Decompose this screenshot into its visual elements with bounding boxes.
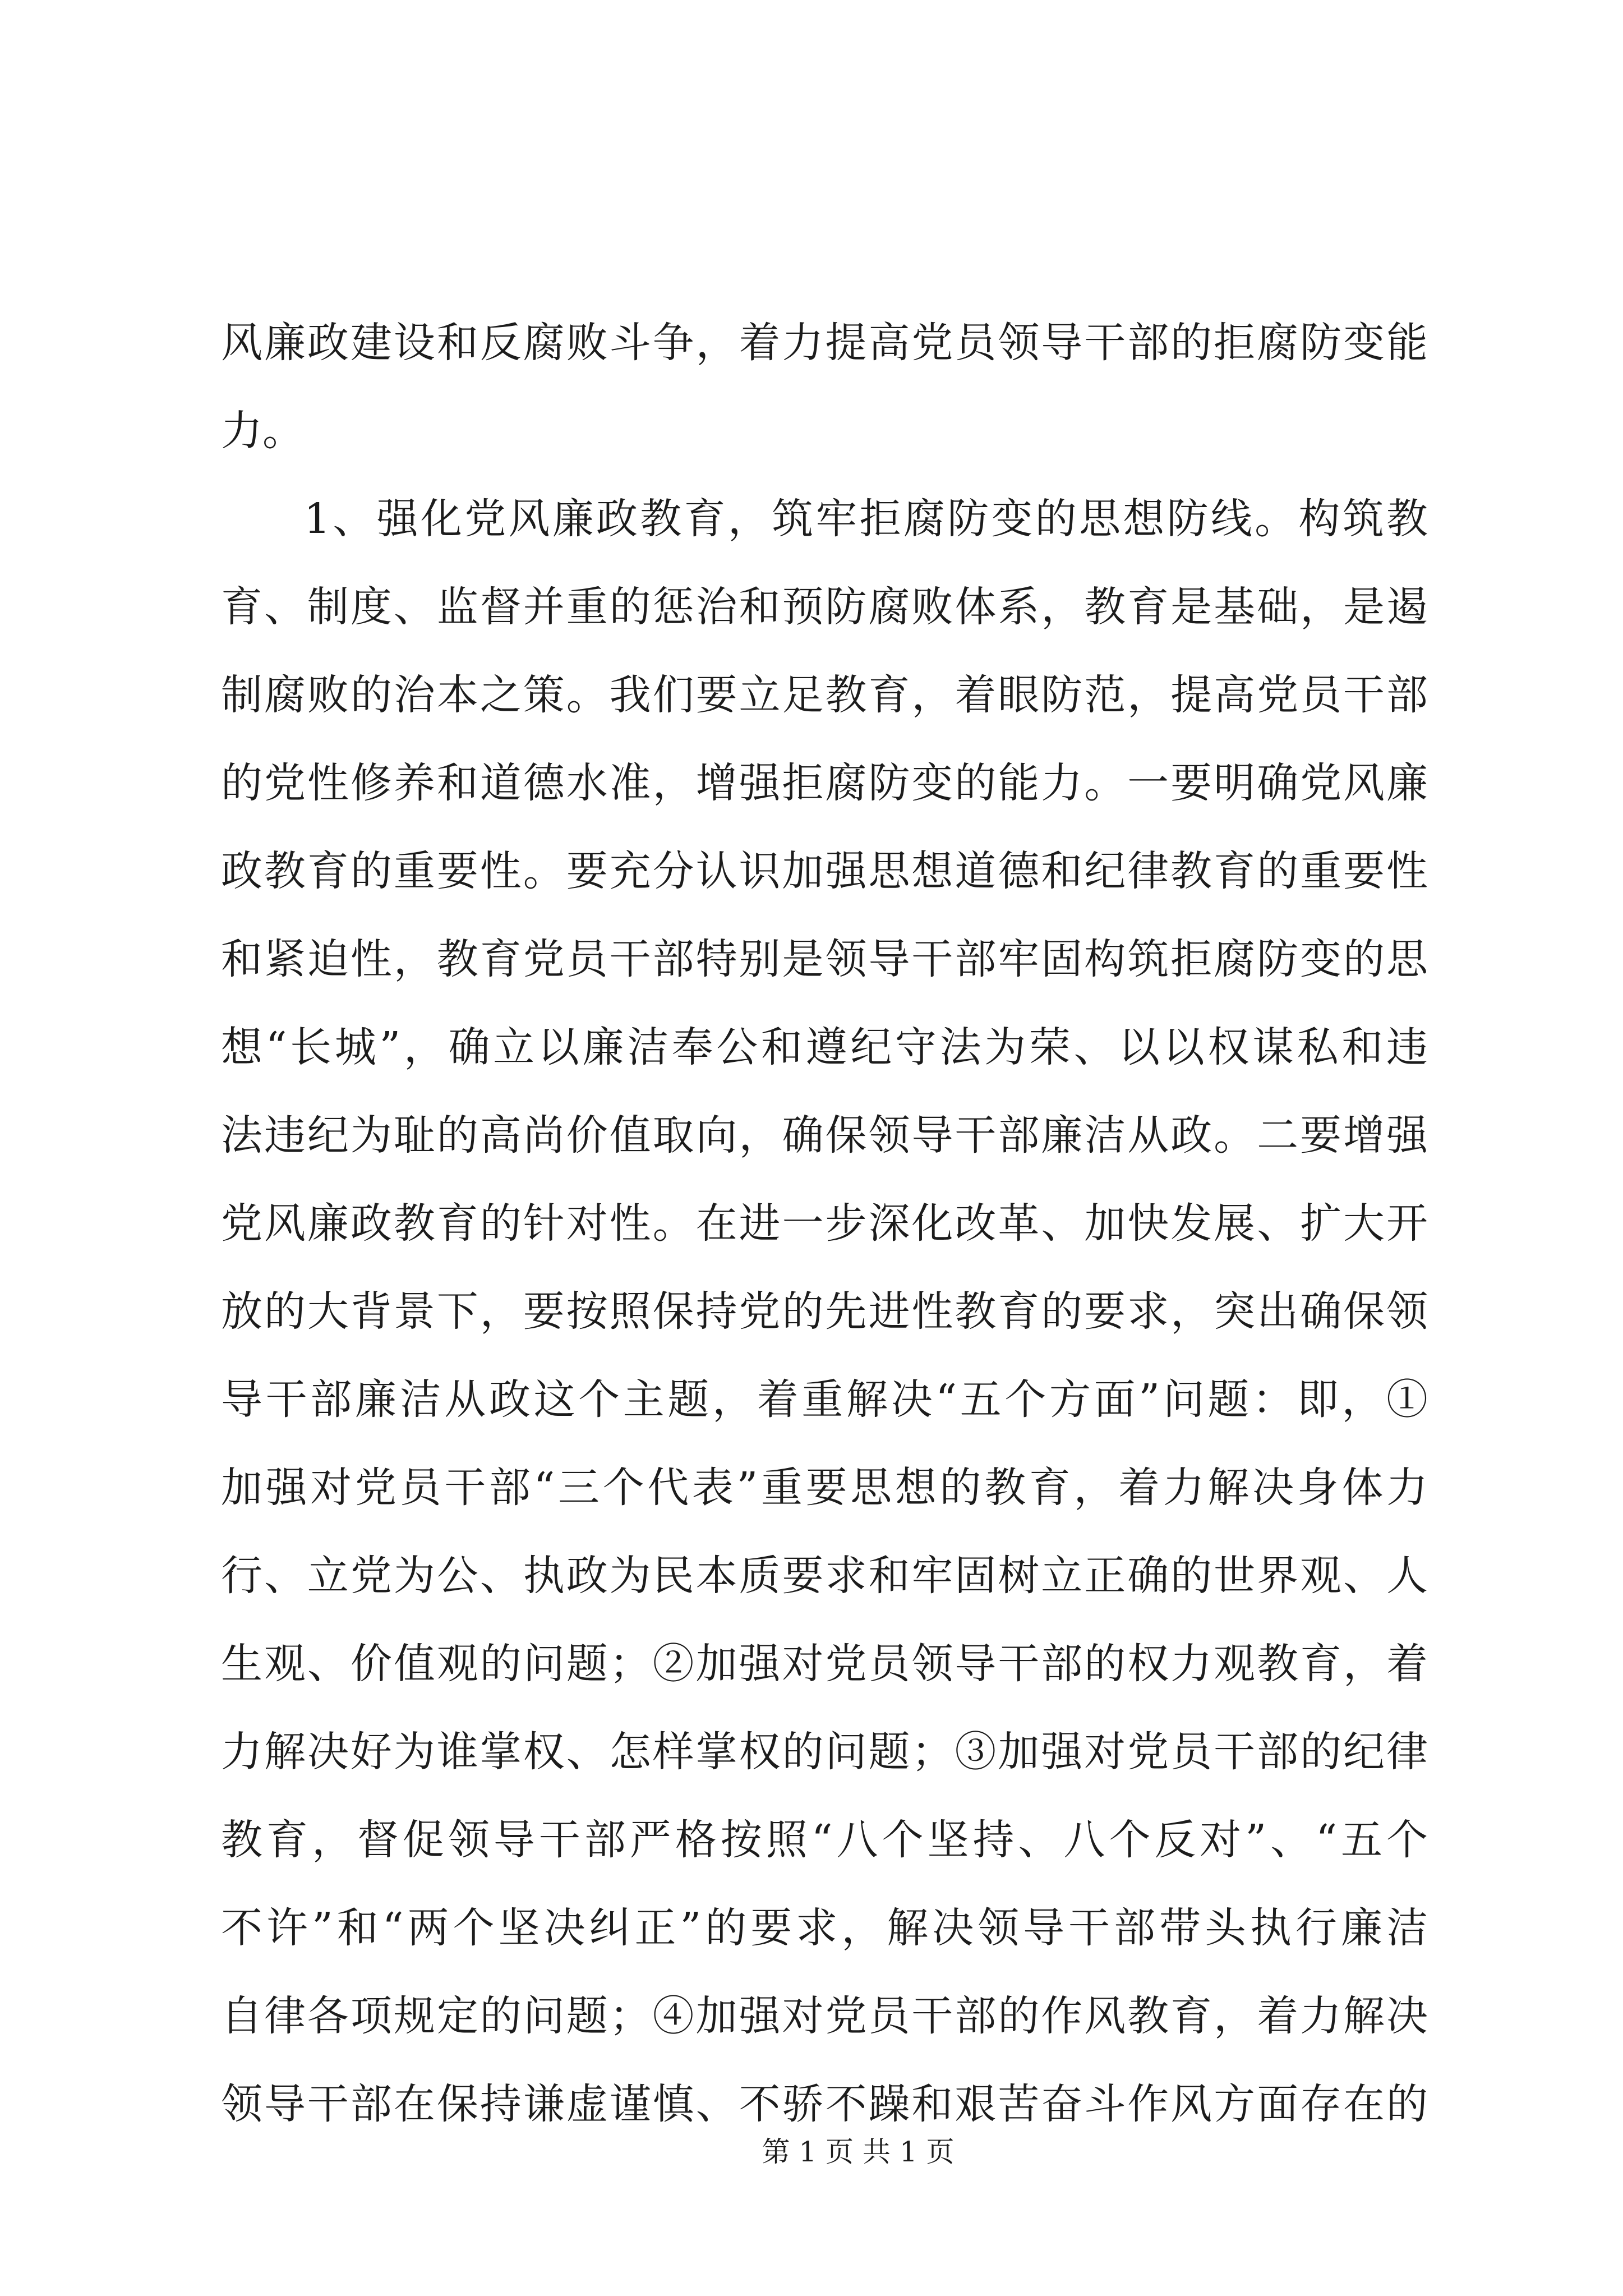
section-heading-line: 1、强化党风廉政教育，筑牢拒腐防变的思想防线。构筑教 — [304, 495, 1428, 543]
body-line: 政教育的重要性。要充分认识加强思想道德和纪律教育的重要性 — [221, 847, 1428, 895]
body-line: 想“长城”，确立以廉洁奉公和遵纪守法为荣、以以权谋私和违 — [221, 1023, 1428, 1071]
body-line: 力解决好为谁掌权、怎样掌权的问题；③加强对党员干部的纪律 — [221, 1728, 1428, 1776]
body-line: 育、制度、监督并重的惩治和预防腐败体系，教育是基础，是遏 — [221, 583, 1428, 631]
body-line: 制腐败的治本之策。我们要立足教育，着眼防范，提高党员干部 — [221, 671, 1428, 719]
body-line: 生观、价值观的问题；②加强对党员领导干部的权力观教育，着 — [221, 1640, 1428, 1688]
body-line: 行、立党为公、执政为民本质要求和牢固树立正确的世界观、人 — [221, 1552, 1428, 1600]
body-line: 自律各项规定的问题；④加强对党员干部的作风教育，着力解决 — [221, 1992, 1428, 2040]
body-line: 法违纪为耻的高尚价值取向，确保领导干部廉洁从政。二要增强 — [221, 1111, 1428, 1159]
body-line: 党风廉政教育的针对性。在进一步深化改革、加快发展、扩大开 — [221, 1199, 1428, 1248]
body-line: 放的大背景下，要按照保持党的先进性教育的要求，突出确保领 — [221, 1287, 1428, 1336]
body-line: 教育，督促领导干部严格按照“八个坚持、八个反对”、“五个 — [221, 1816, 1428, 1864]
body-line: 领导干部在保持谦虚谨慎、不骄不躁和艰苦奋斗作风方面存在的 — [221, 2080, 1428, 2128]
body-line: 风廉政建设和反腐败斗争，着力提高党员领导干部的拒腐防变能 — [221, 319, 1428, 367]
body-line: 不许”和“两个坚决纠正”的要求，解决领导干部带头执行廉洁 — [221, 1904, 1428, 1952]
page-footer: 第 1 页 共 1 页 — [762, 2136, 955, 2168]
body-line: 加强对党员干部“三个代表”重要思想的教育，着力解决身体力 — [221, 1464, 1428, 1512]
body-line: 导干部廉洁从政这个主题，着重解决“五个方面”问题：即，① — [221, 1375, 1428, 1424]
document-body — [221, 299, 1428, 2148]
body-line: 力。 — [221, 407, 304, 455]
paragraph-section-1 — [221, 475, 1428, 2148]
body-line: 的党性修养和道德水准，增强拒腐防变的能力。一要明确党风廉 — [221, 759, 1428, 807]
body-line: 和紧迫性，教育党员干部特别是领导干部牢固构筑拒腐防变的思 — [221, 935, 1428, 983]
paragraph-continued — [221, 299, 1428, 475]
